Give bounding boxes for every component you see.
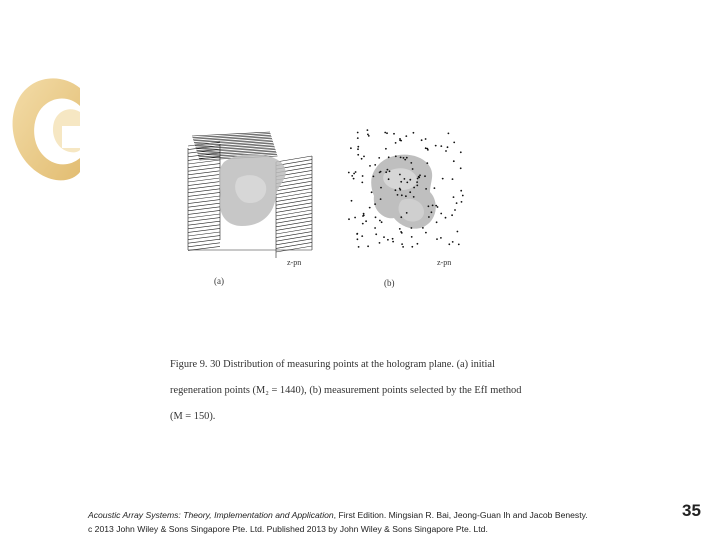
scatter-point: [378, 157, 380, 159]
scatter-point: [453, 196, 455, 198]
scatter-point: [380, 198, 382, 200]
scatter-point: [442, 178, 444, 180]
scatter-point: [431, 211, 433, 213]
scatter-point: [428, 216, 430, 218]
scatter-point: [393, 133, 395, 135]
scatter-point: [405, 135, 407, 137]
caption-line-1: Figure 9. 30 Distribution of measuring points at the hologram plane. (a) initial: [170, 359, 495, 370]
scatter-point: [374, 227, 376, 229]
scatter-point: [379, 242, 381, 244]
scatter-point: [367, 245, 369, 247]
scatter-point: [448, 243, 450, 245]
scatter-point: [384, 132, 386, 134]
scatter-point: [371, 191, 373, 193]
scatter-point: [454, 209, 456, 211]
scatter-point: [357, 146, 359, 148]
panel-b-label: (b): [384, 278, 395, 288]
scatter-point: [425, 232, 427, 234]
scatter-point: [357, 132, 359, 134]
scatter-point: [353, 178, 355, 180]
scatter-point: [357, 137, 359, 139]
hologram-figure: [180, 122, 480, 292]
scatter-point: [409, 191, 411, 193]
scatter-point: [357, 148, 359, 150]
scatter-point: [406, 157, 408, 159]
scatter-point: [411, 236, 413, 238]
scatter-point: [448, 133, 450, 135]
scatter-point: [425, 138, 427, 140]
scatter-point: [354, 217, 356, 219]
scatter-point: [436, 238, 438, 240]
scatter-point: [380, 187, 382, 189]
scatter-point: [453, 160, 455, 162]
scatter-point: [385, 148, 387, 150]
scatter-point: [421, 139, 423, 141]
scatter-point: [363, 156, 365, 158]
scatter-point: [375, 216, 377, 218]
scatter-point: [461, 201, 463, 203]
scatter-point: [374, 203, 376, 205]
scatter-point: [458, 244, 460, 246]
scatter-point: [406, 212, 408, 214]
scatter-point: [456, 202, 458, 204]
scatter-point: [417, 178, 419, 180]
citation-footer: [88, 508, 678, 536]
scatter-point: [425, 147, 427, 149]
scatter-point: [435, 205, 437, 207]
scatter-point: [387, 169, 389, 171]
panel-a-axis-tag: z-pn: [287, 258, 302, 267]
scatter-point: [440, 213, 442, 215]
scatter-point: [389, 170, 391, 172]
scatter-point: [404, 178, 406, 180]
scatter-point: [392, 241, 394, 243]
scatter-point: [351, 200, 353, 202]
scatter-point: [365, 220, 367, 222]
scatter-point: [426, 162, 428, 164]
scatter-point: [392, 238, 394, 240]
scatter-point: [358, 246, 360, 248]
scatter-point: [369, 165, 371, 167]
caption-line-2: regeneration points (M₂ = 1440), (b) measurement points selected by the EfI method: [170, 385, 522, 396]
scatter-point: [399, 139, 401, 141]
scatter-point: [351, 175, 353, 177]
scatter-point: [447, 146, 449, 148]
scatter-point: [405, 195, 407, 197]
scatter-point: [413, 132, 415, 134]
scatter-point: [424, 175, 426, 177]
scatter-point: [435, 145, 437, 147]
scatter-point: [402, 246, 404, 248]
scatter-point: [395, 142, 397, 144]
scatter-point: [427, 149, 429, 151]
scatter-point: [348, 218, 350, 220]
scatter-point: [399, 188, 401, 190]
panel-b-axis-tag: z-pn: [437, 258, 452, 267]
scatter-point: [399, 174, 401, 176]
scatter-point: [410, 162, 412, 164]
scatter-point: [374, 164, 376, 166]
scatter-point: [409, 179, 411, 181]
scatter-point: [361, 182, 363, 184]
scatter-point: [369, 207, 371, 209]
scatter-point: [440, 237, 442, 239]
scatter-point: [462, 195, 464, 197]
scatter-point: [416, 181, 418, 183]
scatter-point: [406, 182, 408, 184]
scatter-point: [375, 233, 377, 235]
scatter-point: [357, 238, 359, 240]
scatter-point: [452, 241, 454, 243]
scatter-point: [388, 178, 390, 180]
scatter-point: [397, 194, 399, 196]
scatter-point: [399, 228, 401, 230]
scatter-point: [367, 134, 369, 136]
scatter-point: [445, 217, 447, 219]
scatter-point: [356, 233, 358, 235]
scatter-point: [416, 185, 418, 187]
scatter-point: [432, 205, 434, 207]
scatter-point: [460, 167, 462, 169]
scatter-point: [436, 221, 438, 223]
scatter-point: [381, 221, 383, 223]
scatter-point: [362, 223, 364, 225]
scatter-point: [380, 171, 382, 173]
scatter-point: [413, 196, 415, 198]
scatter-point: [350, 147, 352, 149]
scatter-point: [348, 172, 350, 174]
panel-b-scatter-plot: [348, 129, 464, 248]
scatter-point: [413, 187, 415, 189]
scatter-point: [383, 236, 385, 238]
scatter-point: [437, 206, 439, 208]
scatter-point: [401, 243, 403, 245]
scatter-point: [387, 239, 389, 241]
scatter-point: [361, 158, 363, 160]
page-number: 35: [682, 501, 701, 520]
scatter-point: [457, 231, 459, 233]
scatter-point: [363, 213, 365, 215]
scatter-point: [411, 227, 413, 229]
citation-line-1-rest: , First Edition. Mingsian R. Bai, Jeong-Guan Ih and Jacob Benesty.: [333, 510, 588, 520]
scatter-point: [418, 176, 420, 178]
scatter-point: [400, 157, 402, 159]
scatter-point: [361, 235, 363, 237]
scatter-point: [379, 220, 381, 222]
scatter-point: [428, 205, 430, 207]
scatter-point: [440, 145, 442, 147]
scatter-point: [353, 173, 355, 175]
scatter-point: [460, 151, 462, 153]
caption-line-3: (M = 150).: [170, 411, 216, 422]
brand-swoosh-graphic: [0, 66, 90, 196]
scatter-point: [385, 171, 387, 173]
scatter-point: [400, 231, 402, 233]
scatter-point: [367, 129, 369, 131]
scatter-point: [368, 135, 370, 137]
scatter-point: [417, 243, 419, 245]
scatter-point: [434, 187, 436, 189]
scatter-point: [403, 157, 405, 159]
scatter-point: [445, 150, 447, 152]
scatter-point: [401, 194, 403, 196]
scatter-point: [460, 190, 462, 192]
scatter-point: [451, 214, 453, 216]
scatter-point: [452, 178, 454, 180]
scatter-point: [419, 174, 421, 176]
panel-a-label: (a): [214, 276, 224, 286]
scatter-point: [355, 171, 357, 173]
scatter-point: [362, 175, 364, 177]
scatter-point: [453, 142, 455, 144]
citation-line-1: [88, 508, 678, 522]
book-title: Acoustic Array Systems: Theory, Implementation and Application: [88, 510, 334, 520]
scatter-point: [386, 132, 388, 134]
scatter-point: [411, 246, 413, 248]
scatter-point: [425, 188, 427, 190]
scatter-point: [422, 227, 424, 229]
citation-line-2: c 2013 John Wiley & Sons Singapore Pte. Ltd. Published 2013 by John Wiley & Sons Singapore Pte. Ltd.: [88, 524, 488, 534]
scatter-point: [412, 168, 414, 170]
scatter-point: [395, 189, 397, 191]
figure-caption: [170, 352, 550, 430]
scatter-point: [388, 156, 390, 158]
scatter-point: [404, 159, 406, 161]
scatter-point: [400, 181, 402, 183]
scatter-point: [373, 176, 375, 178]
scatter-point: [395, 155, 397, 157]
panel-a-grid-plot: [188, 132, 312, 258]
scatter-point: [363, 215, 365, 217]
scatter-point: [357, 154, 359, 156]
scatter-point: [400, 216, 402, 218]
